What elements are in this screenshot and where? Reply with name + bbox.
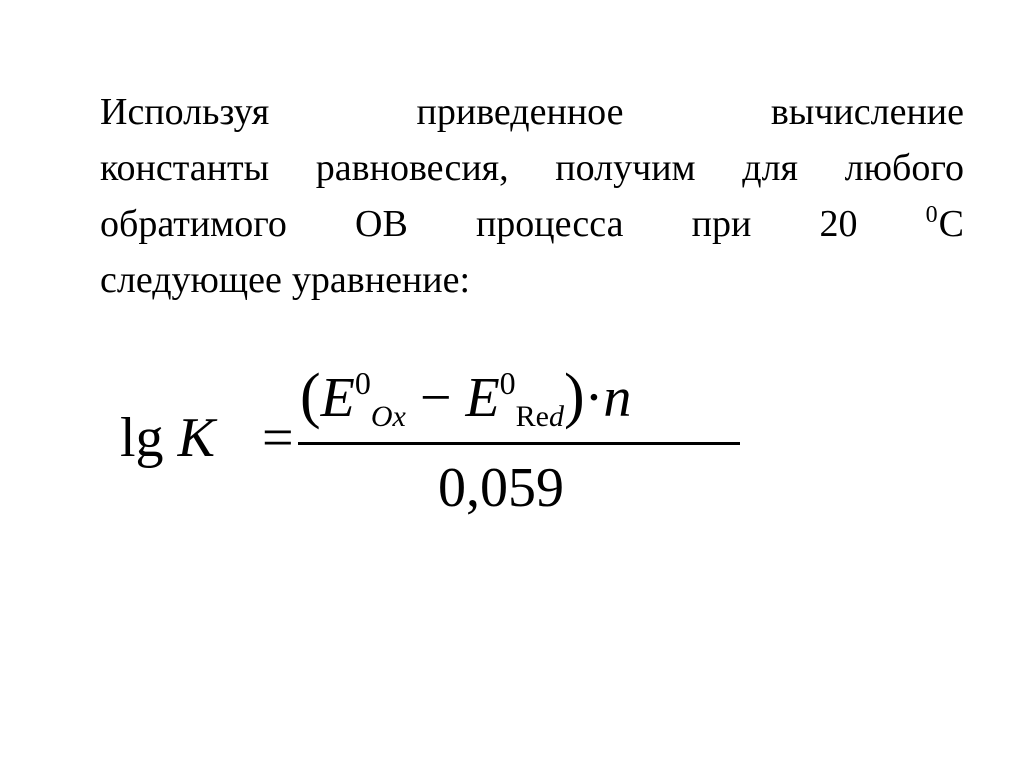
e-ox-symbol: E: [320, 367, 355, 429]
word: следующее: [100, 259, 282, 301]
e-red-symbol: E: [465, 367, 500, 429]
red-subscript-re: Re: [515, 400, 549, 433]
equilibrium-constant-formula: [120, 362, 760, 532]
celsius-letter: С: [938, 203, 964, 245]
e-ox-superscript: 0: [354, 365, 371, 401]
equals-sign: =: [262, 407, 294, 469]
constant-k: K: [177, 407, 215, 469]
word: получим: [555, 147, 696, 189]
temperature-unit: [926, 196, 964, 252]
word: при: [691, 203, 752, 245]
word: обратимого: [100, 203, 287, 245]
formula-lhs: [120, 406, 215, 470]
minus-sign: −: [419, 367, 452, 429]
word: константы: [100, 147, 270, 189]
word: вычисление: [770, 91, 964, 133]
word: 20: [819, 203, 858, 245]
word: уравнение:: [291, 259, 471, 301]
ox-subscript: Ox: [370, 400, 406, 433]
paragraph-line-3: [100, 196, 964, 252]
word: приведенное: [416, 91, 624, 133]
e-red-superscript: 0: [499, 365, 516, 401]
multiply-dot: ·: [584, 367, 604, 429]
paragraph-line-2: [100, 140, 964, 196]
word: Используя: [100, 91, 270, 133]
red-subscript-d: d: [549, 400, 564, 433]
lg-function: lg: [120, 407, 164, 469]
word: любого: [844, 147, 964, 189]
formula-numerator: [300, 364, 631, 439]
electron-count-n: n: [603, 367, 632, 429]
formula-denominator: 0,059: [438, 457, 564, 519]
word: для: [742, 147, 799, 189]
degree-superscript: 0: [925, 202, 938, 228]
close-paren: ): [564, 362, 585, 430]
open-paren: (: [300, 362, 321, 430]
word: процесса: [475, 203, 624, 245]
word: ОВ: [355, 203, 408, 245]
paragraph-line-4: [100, 252, 964, 308]
paragraph-line-1: [100, 84, 964, 140]
fraction-bar: [298, 442, 740, 445]
description-paragraph: [100, 84, 964, 308]
word: равновесия,: [315, 147, 509, 189]
